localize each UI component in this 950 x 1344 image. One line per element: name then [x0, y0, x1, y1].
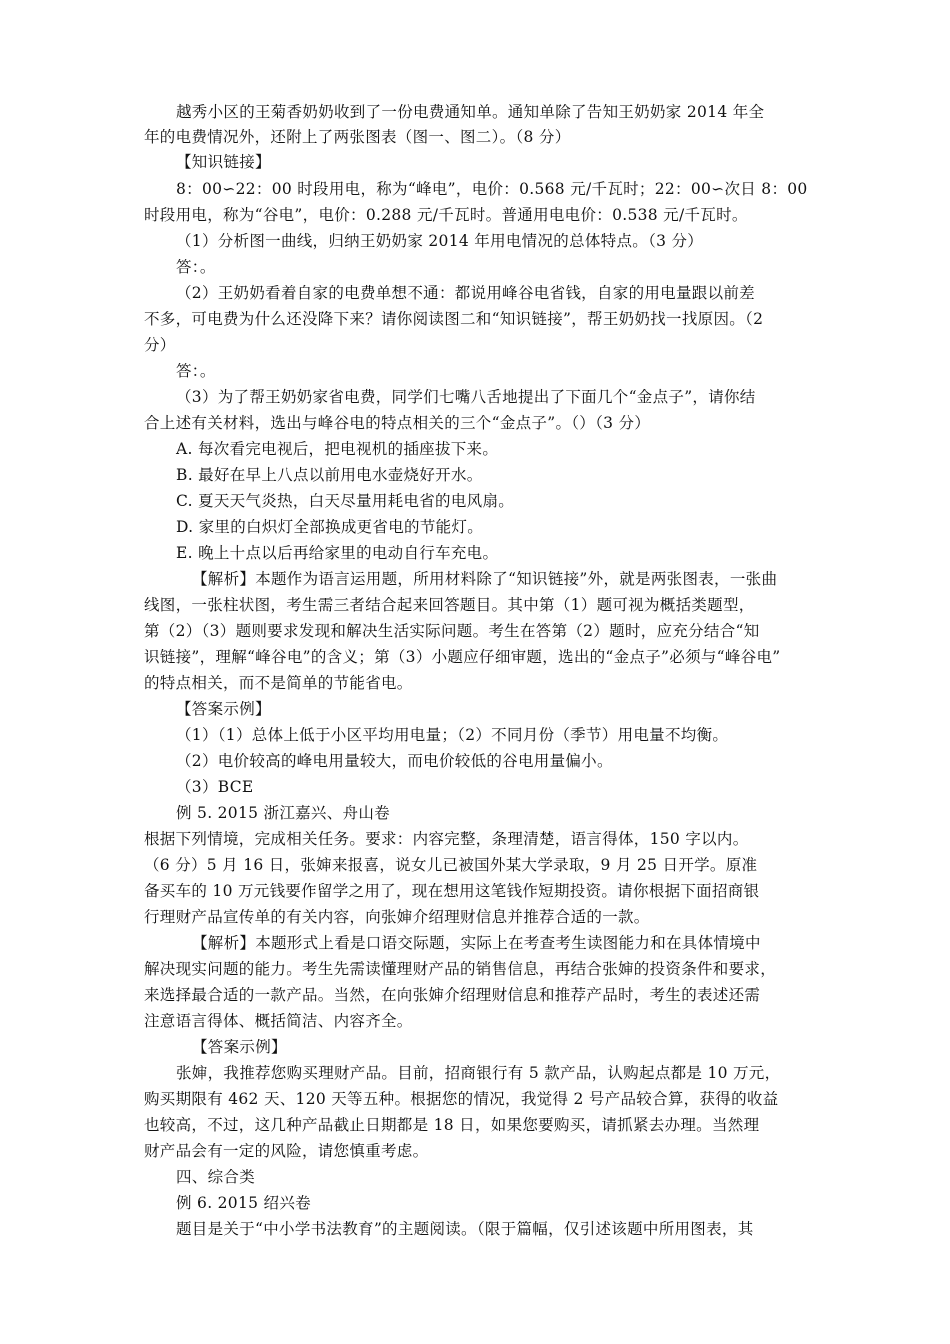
paragraph-line: 识链接”，理解“峰谷电”的含义；第（3）小题应仔细审题，选出的“金点子”必须与“峰谷电”: [144, 648, 781, 666]
answer-line: 答：。: [176, 362, 216, 380]
option-e: E. 晚上十点以后再给家里的电动自行车充电。: [176, 544, 499, 562]
example-heading: 例 6. 2015 绍兴卷: [176, 1194, 311, 1212]
paragraph-line: 8：00∽22：00 时段用电，称为“峰电”，电价：0.568 元/千瓦时；22：00∽次日 8：00: [176, 180, 808, 198]
answer-line: （2）电价较高的峰电用量较大，而电价较低的谷电用量偏小。: [176, 752, 613, 770]
analysis-line: 【解析】本题作为语言运用题，所用材料除了“知识链接”外，就是两张图表，一张曲: [192, 570, 778, 588]
answer-line: （3）BCE: [176, 778, 254, 796]
section-heading: 【答案示例】: [192, 1038, 287, 1056]
paragraph-line: 第（2）（3）题则要求发现和解决生活实际问题。考生在答第（2）题时，应充分结合“知: [144, 622, 760, 640]
paragraph-line: 合上述有关材料，选出与峰谷电的特点相关的三个“金点子”。（）（3 分）: [144, 414, 651, 432]
question-line: （3）为了帮王奶奶家省电费，同学们七嘴八舌地提出了下面几个“金点子”，请你结: [176, 388, 756, 406]
paragraph-line: 线图，一张柱状图，考生需三者结合起来回答题目。其中第（1）题可视为概括类题型，: [144, 596, 755, 614]
paragraph-line: 不多，可电费为什么还没降下来？请你阅读图二和“知识链接”，帮王奶奶找一找原因。（2: [144, 310, 764, 328]
paragraph-line: 时段用电，称为“谷电”，电价：0.288 元/千瓦时。普通用电电价：0.538 元/千瓦时。: [144, 206, 748, 224]
paragraph-line: 题目是关于“中小学书法教育”的主题阅读。（限于篇幅，仅引述该题中所用图表，其: [176, 1220, 754, 1238]
option-c: C. 夏天天气炎热，白天尽量用耗电省的电风扇。: [176, 492, 515, 510]
paragraph-line: 解决现实问题的能力。考生先需读懂理财产品的销售信息，再结合张婶的投资条件和要求，: [144, 960, 777, 978]
paragraph-line: 购买期限有 462 天、120 天等五种。根据您的情况，我觉得 2 号产品较合算，获得的收益: [144, 1090, 779, 1108]
section-heading: 【知识链接】: [176, 153, 271, 171]
paragraph-line: 越秀小区的王菊香奶奶收到了一份电费通知单。通知单除了告知王奶奶家 2014 年全: [176, 103, 765, 121]
paragraph-line: 行理财产品宣传单的有关内容，向张婶介绍理财信息并推荐合适的一款。: [144, 908, 650, 926]
paragraph-line: 注意语言得体、概括简洁、内容齐全。: [144, 1012, 413, 1030]
paragraph-line: 的特点相关，而不是简单的节能省电。: [144, 674, 413, 692]
paragraph-line: （6 分）5 月 16 日，张婶来报喜，说女儿已被国外某大学录取，9 月 25 日开学。原准: [144, 856, 758, 874]
question-line: （2）王奶奶看着自家的电费单想不通：都说用峰谷电省钱，自家的用电量跟以前差: [176, 284, 755, 302]
paragraph-line: 也较高，不过，这几种产品截止日期都是 18 日，如果您要购买，请抓紧去办理。当然理: [144, 1116, 760, 1134]
answer-line: 答：。: [176, 258, 216, 276]
option-d: D. 家里的白炽灯全部换成更省电的节能灯。: [176, 518, 484, 536]
section-heading: 【答案示例】: [176, 700, 271, 718]
question-line: （1）分析图一曲线，归纳王奶奶家 2014 年用电情况的总体特点。（3 分）: [176, 232, 704, 250]
analysis-line: 【解析】本题形式上看是口语交际题，实际上在考查考生读图能力和在具体情境中: [192, 934, 761, 952]
paragraph-line: 张婶，我推荐您购买理财产品。目前，招商银行有 5 款产品，认购起点都是 10 万元，: [176, 1064, 781, 1082]
paragraph-line: 财产品会有一定的风险，请您慎重考虑。: [144, 1142, 429, 1160]
paragraph-line: 分）: [144, 336, 176, 354]
option-a: A. 每次看完电视后，把电视机的插座拔下来。: [176, 440, 499, 458]
paragraph-line: 备买车的 10 万元钱要作留学之用了，现在想用这笔钱作短期投资。请你根据下面招商银: [144, 882, 760, 900]
answer-line: （1）（1）总体上低于小区平均用电量；（2）不同月份（季节）用电量不均衡。: [176, 726, 729, 744]
example-heading: 例 5. 2015 浙江嘉兴、舟山卷: [176, 804, 390, 822]
option-b: B. 最好在早上八点以前用电水壶烧好开水。: [176, 466, 483, 484]
paragraph-line: 根据下列情境，完成相关任务。要求：内容完整，条理清楚，语言得体，150 字以内。: [144, 830, 749, 848]
paragraph-line: 来选择最合适的一款产品。当然，在向张婶介绍理财信息和推荐产品时，考生的表述还需: [144, 986, 761, 1004]
paragraph-line: 年的电费情况外，还附上了两张图表（图一、图二）。（8 分）: [144, 128, 571, 146]
section-heading: 四、综合类: [176, 1168, 256, 1186]
